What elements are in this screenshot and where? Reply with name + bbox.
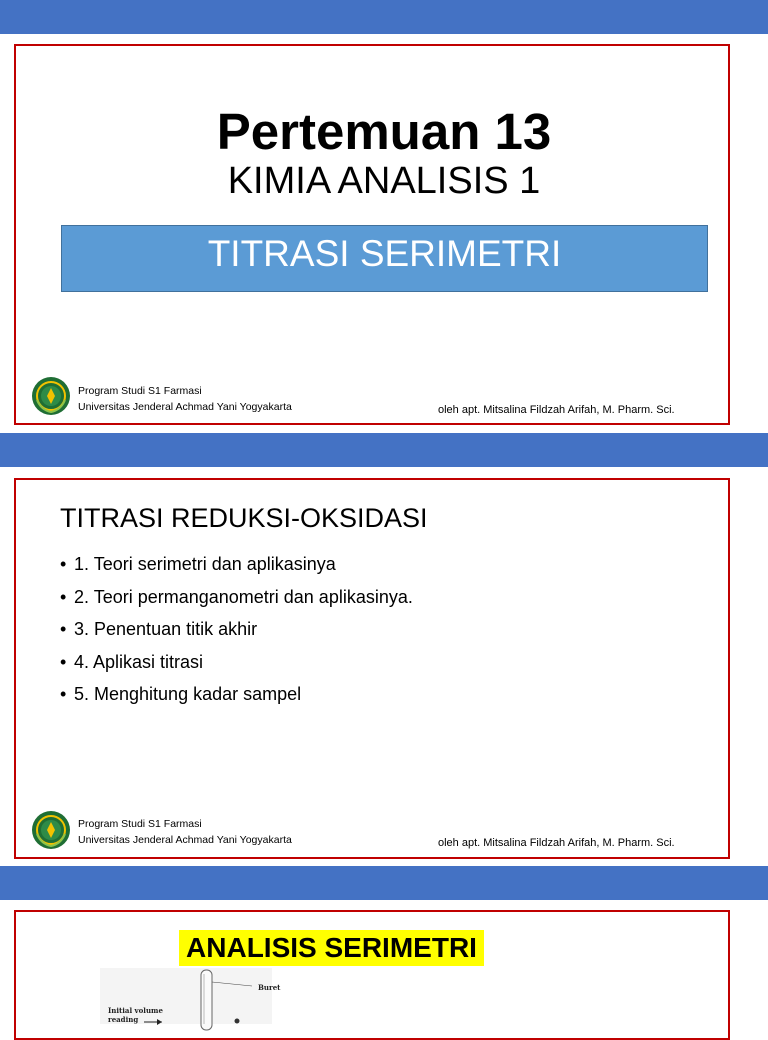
list-item: • 4. Aplikasi titrasi (60, 646, 413, 679)
list-item: • 1. Teori serimetri dan aplikasinya (60, 548, 413, 581)
slide-1-title: Pertemuan 13 (216, 103, 552, 160)
slide-3-heading: ANALISIS SERIMETRI (179, 930, 484, 966)
slide-2-top-band (0, 433, 768, 467)
slide-1-program: Program Studi S1 Farmasi (78, 385, 202, 397)
slide-1-author: oleh apt. Mitsalina Fildzah Arifah, M. Pharm. Sci. (438, 404, 675, 416)
university-logo-icon (31, 810, 71, 850)
initial-volume-label-2: reading (108, 1015, 139, 1024)
university-logo-icon (31, 376, 71, 416)
slide-1-banner: TITRASI SERIMETRI (61, 225, 708, 292)
list-item: • 2. Teori permanganometri dan aplikasinya. (60, 581, 413, 614)
list-item: • 5. Menghitung kadar sampel (60, 678, 413, 711)
slide-2-author: oleh apt. Mitsalina Fildzah Arifah, M. Pharm. Sci. (438, 837, 675, 849)
slide-2-university: Universitas Jenderal Achmad Yani Yogyakarta (78, 834, 292, 846)
initial-volume-label: Initial volume (108, 1006, 163, 1015)
slide-1-university: Universitas Jenderal Achmad Yani Yogyakarta (78, 401, 292, 413)
slide-1-top-band (0, 0, 768, 34)
slide-3-top-band (0, 866, 768, 900)
slide-2-program: Program Studi S1 Farmasi (78, 818, 202, 830)
slide-2-heading: TITRASI REDUKSI-OKSIDASI (60, 503, 428, 533)
slide-1-subtitle: KIMIA ANALISIS 1 (227, 160, 541, 202)
buret-label: Buret (258, 983, 281, 992)
slide-2-topic-list (60, 548, 413, 711)
buret-figure (100, 968, 281, 1024)
list-item: • 3. Penentuan titik akhir (60, 613, 413, 646)
